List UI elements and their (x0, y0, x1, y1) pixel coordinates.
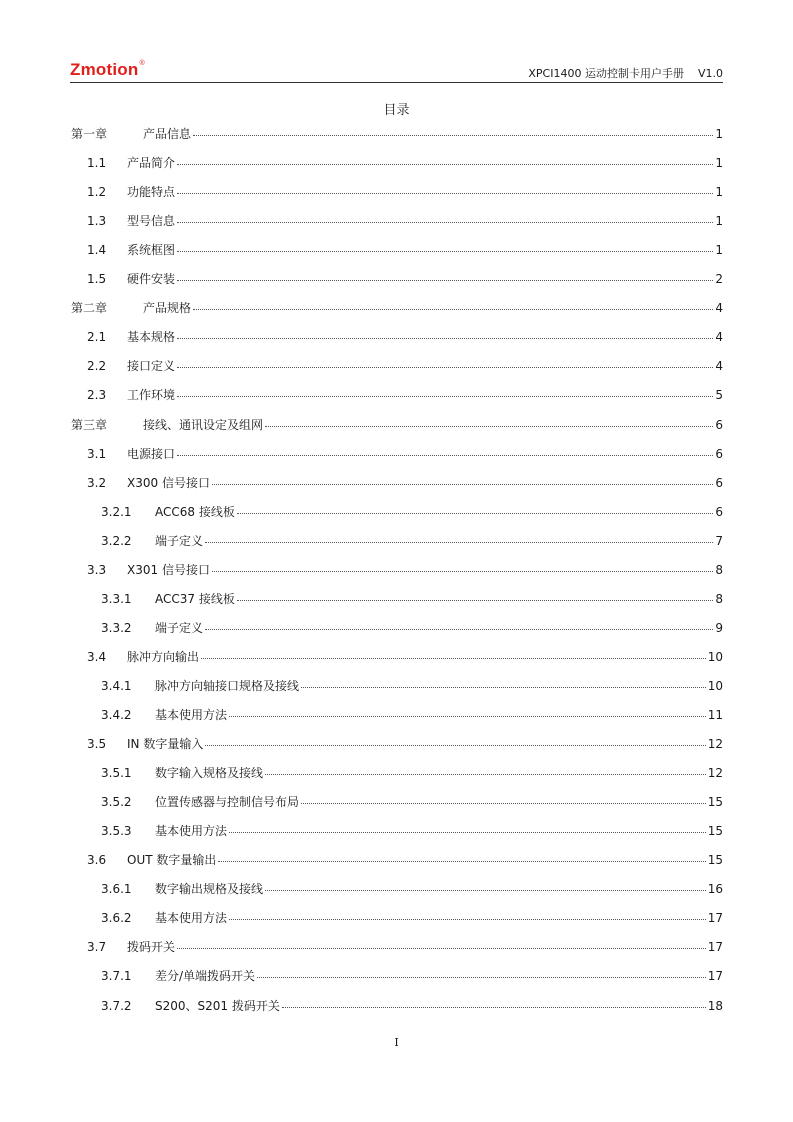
toc-entry-number: 1.4 (87, 243, 107, 258)
toc-entry[interactable] (87, 386, 723, 406)
toc-dot-leader (177, 183, 713, 194)
toc-entry-title: 功能特点 (127, 185, 176, 200)
toc-entry[interactable] (101, 503, 723, 523)
toc-dot-leader (301, 677, 706, 688)
toc-entry-title: 工作环境 (127, 388, 176, 403)
toc-entry[interactable] (101, 764, 723, 784)
toc-entry-page: 17 (707, 911, 723, 926)
toc-entry[interactable] (101, 619, 723, 639)
toc-entry-number: 3.4.1 (101, 678, 132, 693)
toc-entry-number: 3.5.2 (101, 795, 132, 810)
toc-entry[interactable] (101, 706, 723, 726)
toc-entry[interactable] (87, 445, 723, 465)
toc-entry-page: 7 (715, 533, 723, 548)
toc-entry[interactable] (87, 851, 723, 871)
toc-entry-title: 产品规格 (143, 301, 192, 316)
toc-entry[interactable] (87, 241, 723, 261)
toc-entry[interactable] (101, 997, 723, 1017)
toc-entry-page: 1 (715, 156, 723, 171)
toc-dot-leader (265, 764, 706, 775)
toc-dot-leader (301, 793, 706, 804)
toc-entry[interactable] (101, 677, 723, 697)
logo-text: Zmotion (70, 60, 139, 79)
document-title-text: XPCI1400 运动控制卡用户手册 (528, 67, 684, 80)
toc-entry-number: 3.3 (87, 562, 107, 577)
toc-dot-leader (212, 474, 713, 485)
toc-entry-number: 1.2 (87, 185, 107, 200)
toc-entry-page: 1 (715, 185, 723, 200)
toc-entry-number: 2.1 (87, 330, 107, 345)
toc-entry-page: 6 (715, 417, 723, 432)
toc-entry-number: 3.2.2 (101, 533, 132, 548)
toc-entry-title: S200、S201 拨码开关 (155, 998, 280, 1013)
toc-dot-leader (212, 561, 713, 572)
toc-entry-number: 3.5.3 (101, 824, 132, 839)
toc-entry-number: 3.1 (87, 446, 107, 461)
toc-entry-number: 3.3.1 (101, 591, 132, 606)
toc-entry-page: 8 (715, 591, 723, 606)
toc-entry-title: 基本使用方法 (155, 824, 228, 839)
toc-entry[interactable] (87, 270, 723, 290)
toc-dot-leader (201, 648, 706, 659)
toc-entry[interactable] (101, 822, 723, 842)
toc-entry-title: 硬件安装 (127, 272, 176, 287)
document-title (528, 65, 723, 81)
toc-entry-number: 3.7.2 (101, 998, 132, 1013)
toc-entry-number: 3.6.2 (101, 911, 132, 926)
toc-entry-title: IN 数字量输入 (127, 737, 204, 752)
toc-dot-leader (193, 299, 713, 310)
toc-entry-title: 差分/单端拨码开关 (155, 969, 256, 984)
toc-entry-title: OUT 数字量输出 (127, 853, 217, 868)
toc-entry[interactable] (101, 909, 723, 929)
toc-entry-page: 6 (715, 504, 723, 519)
toc-entry[interactable] (87, 735, 723, 755)
toc-dot-leader (205, 532, 713, 543)
header-divider (70, 82, 723, 83)
toc-entry-title: 数字输入规格及接线 (155, 766, 264, 781)
toc-entry-number: 3.2 (87, 475, 107, 490)
toc-entry[interactable] (87, 474, 723, 494)
toc-entry-number: 1.1 (87, 156, 107, 171)
toc-dot-leader (193, 125, 713, 136)
toc-entry-page: 12 (707, 766, 723, 781)
toc-entry-title: X300 信号接口 (127, 475, 210, 490)
toc-entry-title: 基本规格 (127, 330, 176, 345)
toc-dot-leader (177, 386, 713, 397)
toc-entry-page: 11 (707, 708, 723, 722)
toc-dot-leader (265, 880, 706, 891)
toc-entry-number: 1.3 (87, 214, 107, 229)
toc-dot-leader (177, 938, 706, 949)
toc-entry-page: 15 (707, 824, 723, 839)
toc-entry-title: 系统框图 (127, 243, 176, 258)
toc-entry-page: 6 (715, 446, 723, 461)
toc-entry-page: 12 (707, 737, 723, 752)
toc-entry-number: 3.6 (87, 853, 107, 868)
toc-entry-title: 位置传感器与控制信号布局 (155, 795, 300, 810)
toc-entry-number: 3.6.1 (101, 882, 132, 897)
toc-dot-leader (177, 357, 713, 368)
toc-entry-number: 3.7 (87, 940, 107, 955)
toc-entry[interactable] (87, 183, 723, 203)
toc-entry[interactable] (87, 154, 723, 174)
toc-entry-number: 3.4.2 (101, 708, 132, 722)
logo-registered-mark: ® (139, 60, 145, 67)
toc-entry-page: 4 (715, 301, 723, 316)
toc-entry[interactable] (87, 561, 723, 581)
toc-entry[interactable] (101, 880, 723, 900)
toc-dot-leader (177, 445, 713, 456)
toc-entry[interactable] (71, 416, 723, 436)
toc-dot-leader (282, 997, 706, 1008)
toc-entry-title: 电源接口 (127, 446, 176, 461)
toc-entry[interactable] (87, 328, 723, 348)
page-number: I (394, 1036, 399, 1049)
toc-dot-leader (205, 619, 713, 630)
zmotion-logo (70, 60, 145, 80)
toc-entry[interactable] (101, 793, 723, 813)
toc-entry[interactable] (101, 590, 723, 610)
toc-entry-page: 17 (707, 940, 723, 955)
toc-entry[interactable] (71, 125, 723, 145)
toc-entry-page: 18 (707, 998, 723, 1013)
page-header (70, 60, 723, 82)
toc-entry-title: 脉冲方向输出 (127, 649, 200, 664)
toc-entry-number: 3.3.2 (101, 620, 132, 635)
toc-entry-page: 4 (715, 359, 723, 374)
toc-entry-title: 脉冲方向轴接口规格及接线 (155, 678, 300, 693)
toc-entry-number: 3.5 (87, 737, 107, 752)
toc-entry-page: 1 (715, 243, 723, 258)
toc-entry-page: 1 (715, 214, 723, 229)
toc-entry-number: 第三章 (71, 417, 108, 432)
toc-dot-leader (177, 154, 713, 165)
toc-entry-title: 端子定义 (155, 533, 204, 548)
toc-entry-title: 产品简介 (127, 156, 176, 171)
toc-dot-leader (229, 706, 706, 717)
toc-entry-title: 接口定义 (127, 359, 176, 374)
toc-entry-title: 数字输出规格及接线 (155, 882, 264, 897)
document-version: V1.0 (697, 67, 723, 80)
toc-dot-leader (177, 328, 713, 339)
toc-entry-page: 9 (715, 620, 723, 635)
toc-entry[interactable] (87, 212, 723, 232)
toc-entry-page: 10 (707, 678, 723, 693)
toc-dot-leader (229, 909, 706, 920)
toc-dot-leader (237, 590, 713, 601)
toc-entry-page: 15 (707, 795, 723, 810)
toc-entry[interactable] (87, 357, 723, 377)
toc-entry-title: 接线、通讯设定及组网 (143, 417, 264, 432)
toc-dot-leader (177, 212, 713, 223)
toc-entry-page: 15 (707, 853, 723, 868)
toc-dot-leader (229, 822, 706, 833)
toc-entry-title: 拨码开关 (127, 940, 176, 955)
toc-entry-page: 17 (707, 969, 723, 984)
toc-entry[interactable] (87, 938, 723, 958)
toc-dot-leader (205, 735, 705, 746)
toc-dot-leader (218, 851, 705, 862)
toc-entry-page: 5 (715, 388, 723, 403)
toc-entry-number: 3.4 (87, 649, 107, 664)
toc-entry-page: 8 (715, 562, 723, 577)
toc-dot-leader (257, 967, 706, 978)
toc-entry-number: 2.3 (87, 388, 107, 403)
toc-entry[interactable] (101, 532, 723, 552)
toc-entry-number: 3.2.1 (101, 504, 132, 519)
toc-entry-title: 基本使用方法 (155, 708, 228, 722)
toc-title: 目录 (383, 103, 410, 118)
toc-entry-title: 型号信息 (127, 214, 176, 229)
toc-entry-number: 第一章 (71, 127, 108, 141)
toc-entry[interactable] (71, 299, 723, 319)
toc-entry-number: 第二章 (71, 301, 108, 316)
toc-entry-page: 10 (707, 649, 723, 664)
toc-dot-leader (177, 241, 713, 252)
toc-entry-title: ACC37 接线板 (155, 591, 235, 606)
toc-entry-number: 3.5.1 (101, 766, 132, 781)
toc-entry-number: 1.5 (87, 272, 107, 287)
toc-entry[interactable] (101, 967, 723, 987)
toc-entry-number: 2.2 (87, 359, 107, 374)
toc-dot-leader (265, 416, 713, 427)
toc-dot-leader (237, 503, 713, 514)
toc-dot-leader (177, 270, 713, 281)
toc-entry-title: 基本使用方法 (155, 911, 228, 926)
toc-entry-title: 端子定义 (155, 620, 204, 635)
toc-entry-title: ACC68 接线板 (155, 504, 235, 519)
toc-entry-page: 16 (707, 882, 723, 897)
toc-entry-page: 6 (715, 475, 723, 490)
toc-entry-title: 产品信息 (143, 127, 192, 141)
toc-entry-page: 4 (715, 330, 723, 345)
toc-entry-number: 3.7.1 (101, 969, 132, 984)
toc-entry-page: 1 (715, 127, 723, 141)
toc-entry-page: 2 (715, 272, 723, 287)
toc-entry-title: X301 信号接口 (127, 562, 210, 577)
toc-entry[interactable] (87, 648, 723, 668)
